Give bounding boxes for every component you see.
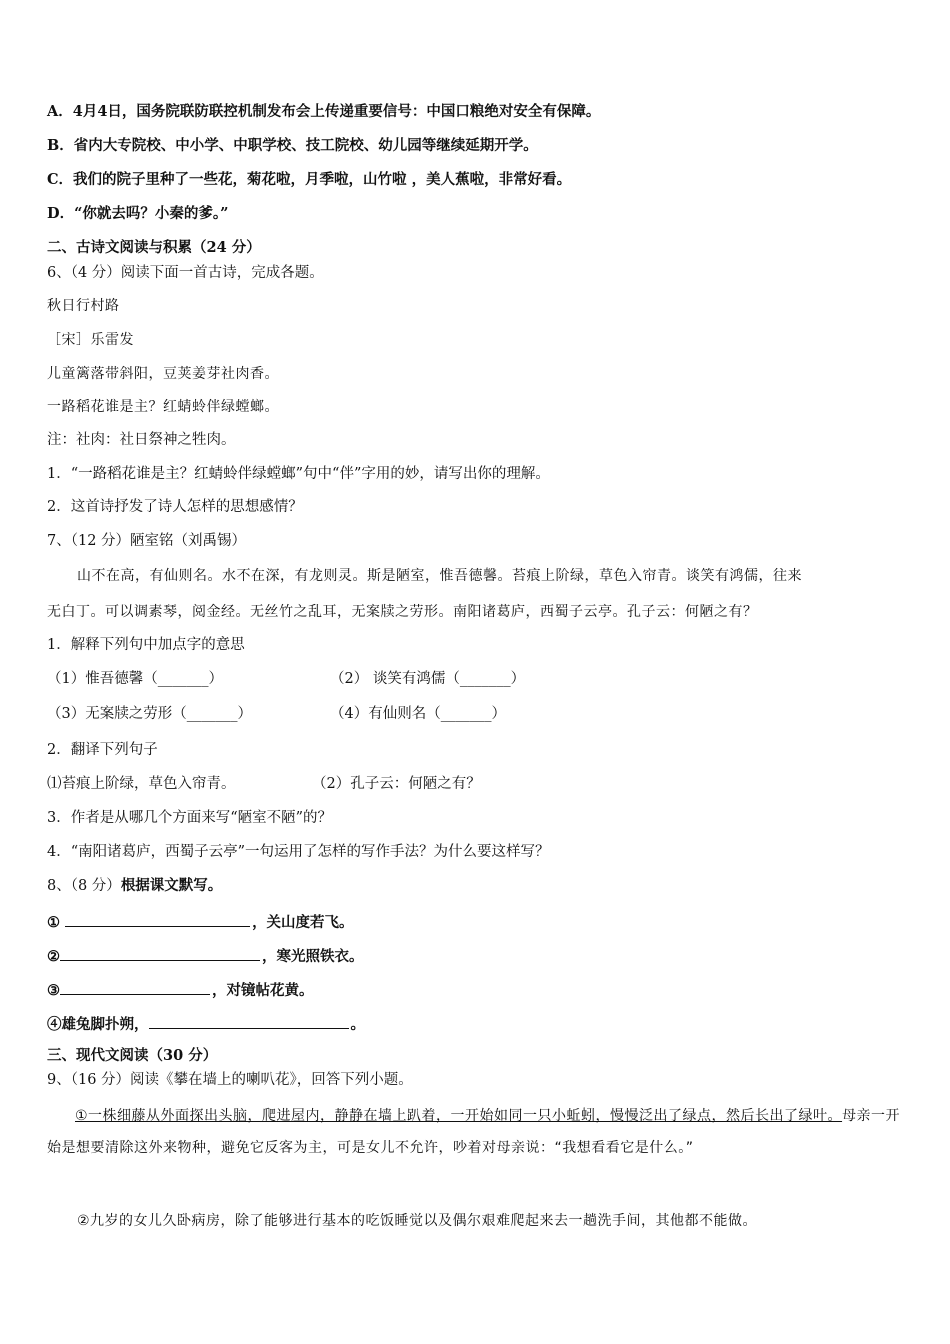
q7-sub-1: 1．解释下列句中加点字的意思	[47, 637, 245, 653]
q9-paragraph-1-underlined: ①一株细藤从外面探出头脑，爬进屋内，静静在墙上趴着，一开始如同一只小蚯蚓，慢慢泛出了绿点，然后长出了绿叶。	[75, 1108, 843, 1124]
q7-item-4: （4）有仙则名（_______）	[330, 706, 506, 722]
q7-item-1: （1）惟吾德馨（_______）	[47, 671, 223, 687]
q7-trans-1: ⑴苔痕上阶绿，草色入帘青。	[47, 776, 236, 792]
q7-trans-2: （2）孔子云：何陋之有？	[312, 776, 481, 792]
option-a: A．4月4日，国务院联防联控机制发布会上传递重要信号：中国口粮绝对安全有保障。	[47, 103, 601, 120]
option-d: D．“你就去吗？小秦的爹。”	[47, 205, 229, 222]
q9-paragraph-1	[47, 1100, 907, 1164]
dictation-blank-4[interactable]	[149, 1012, 349, 1029]
option-b: B．省内大专院校、中小学、中职学校、技工院校、幼儿园等继续延期开学。	[47, 137, 538, 154]
section-2-title: 二、古诗文阅读与积累（24 分）	[47, 239, 261, 256]
q7-item-2: （2） 谈笑有鸿儒（_______）	[330, 671, 526, 687]
dictation-blank-2[interactable]	[60, 944, 260, 961]
q7-sub-4: 4．“南阳诸葛庐，西蜀子云亭”一句运用了怎样的写作手法？为什么要这样写？	[47, 844, 550, 860]
poem-author: ［宋］乐雷发	[47, 332, 134, 348]
q9-paragraph-1-rest: 母亲一开始是想要清除这外来物种，避免它反客为主，可是女儿不允许，吵着对母亲说：“我想看看它是什么。”	[47, 1108, 901, 1156]
option-c: C．我们的院子里种了一些花，菊花啦，月季啦，山竹啦 ，美人蕉啦，非常好看。	[47, 171, 572, 188]
q7-text-line-1: 山不在高，有仙则名。水不在深，有龙则灵。斯是陋室，惟吾德馨。苔痕上阶绿，草色入帘青。谈笑有鸿儒，往来	[77, 568, 802, 584]
q6-sub-1: 1．“一路稻花谁是主？红蜻蛉伴绿螳螂”句中“伴”字用的妙，请写出你的理解。	[47, 466, 550, 482]
dictation-tail-3: ，对镜帖花黄。	[212, 982, 314, 999]
q7-text-line-2: 无白丁。可以调素琴，阅金经。无丝竹之乱耳，无案牍之劳形。南阳诸葛庐，西蜀子云亭。孔子云：何陋之有？	[47, 604, 758, 620]
q7-stem: 7、（12 分）陋室铭（刘禹锡）	[47, 533, 247, 549]
q8-stem	[47, 876, 222, 896]
q6-sub-2: 2．这首诗抒发了诗人怎样的思想感情？	[47, 499, 303, 515]
section-3-title: 三、现代文阅读（30 分）	[47, 1047, 218, 1064]
poem-note: 注：社肉：社日祭神之牲肉。	[47, 432, 236, 448]
dictation-tail-1: ，关山度若飞。	[252, 914, 354, 931]
poem-line-2: 一路稻花谁是主？红蜻蛉伴绿螳螂。	[47, 399, 279, 415]
poem-line-1: 儿童篱落带斜阳，豆荚姜芽社肉香。	[47, 366, 279, 382]
dictation-tail-4: 。	[350, 1016, 365, 1033]
q7-item-3: （3）无案牍之劳形（_______）	[47, 706, 252, 722]
q9-stem: 9、（16 分）阅读《攀在墙上的喇叭花》，回答下列小题。	[47, 1072, 413, 1088]
dictation-mark-1: ①	[47, 914, 60, 931]
dictation-blank-3[interactable]	[60, 978, 210, 995]
dictation-blank-1[interactable]	[65, 910, 250, 927]
dictation-line-2	[47, 944, 364, 967]
q7-sub-3: 3．作者是从哪几个方面来写“陋室不陋”的？	[47, 810, 333, 826]
dictation-head-4: ④雄兔脚扑朔，	[47, 1016, 149, 1033]
dictation-mark-2: ②	[47, 948, 60, 965]
dictation-mark-3: ③	[47, 982, 60, 999]
dictation-line-3	[47, 978, 314, 1001]
dictation-line-1	[47, 910, 354, 933]
dictation-line-4	[47, 1012, 365, 1035]
q7-sub-2: 2．翻译下列句子	[47, 742, 158, 758]
q8-stem-prefix: 8、（8 分）	[47, 878, 121, 894]
q8-stem-instruction: 根据课文默写。	[120, 877, 223, 894]
poem-title: 秋日行村路	[47, 298, 120, 314]
q9-paragraph-2: ②九岁的女儿久卧病房，除了能够进行基本的吃饭睡觉以及偶尔艰难爬起来去一趟洗手间，其他都不能做。	[77, 1213, 758, 1229]
dictation-tail-2: ，寒光照铁衣。	[262, 948, 364, 965]
q6-stem: 6、（4 分）阅读下面一首古诗，完成各题。	[47, 265, 324, 281]
